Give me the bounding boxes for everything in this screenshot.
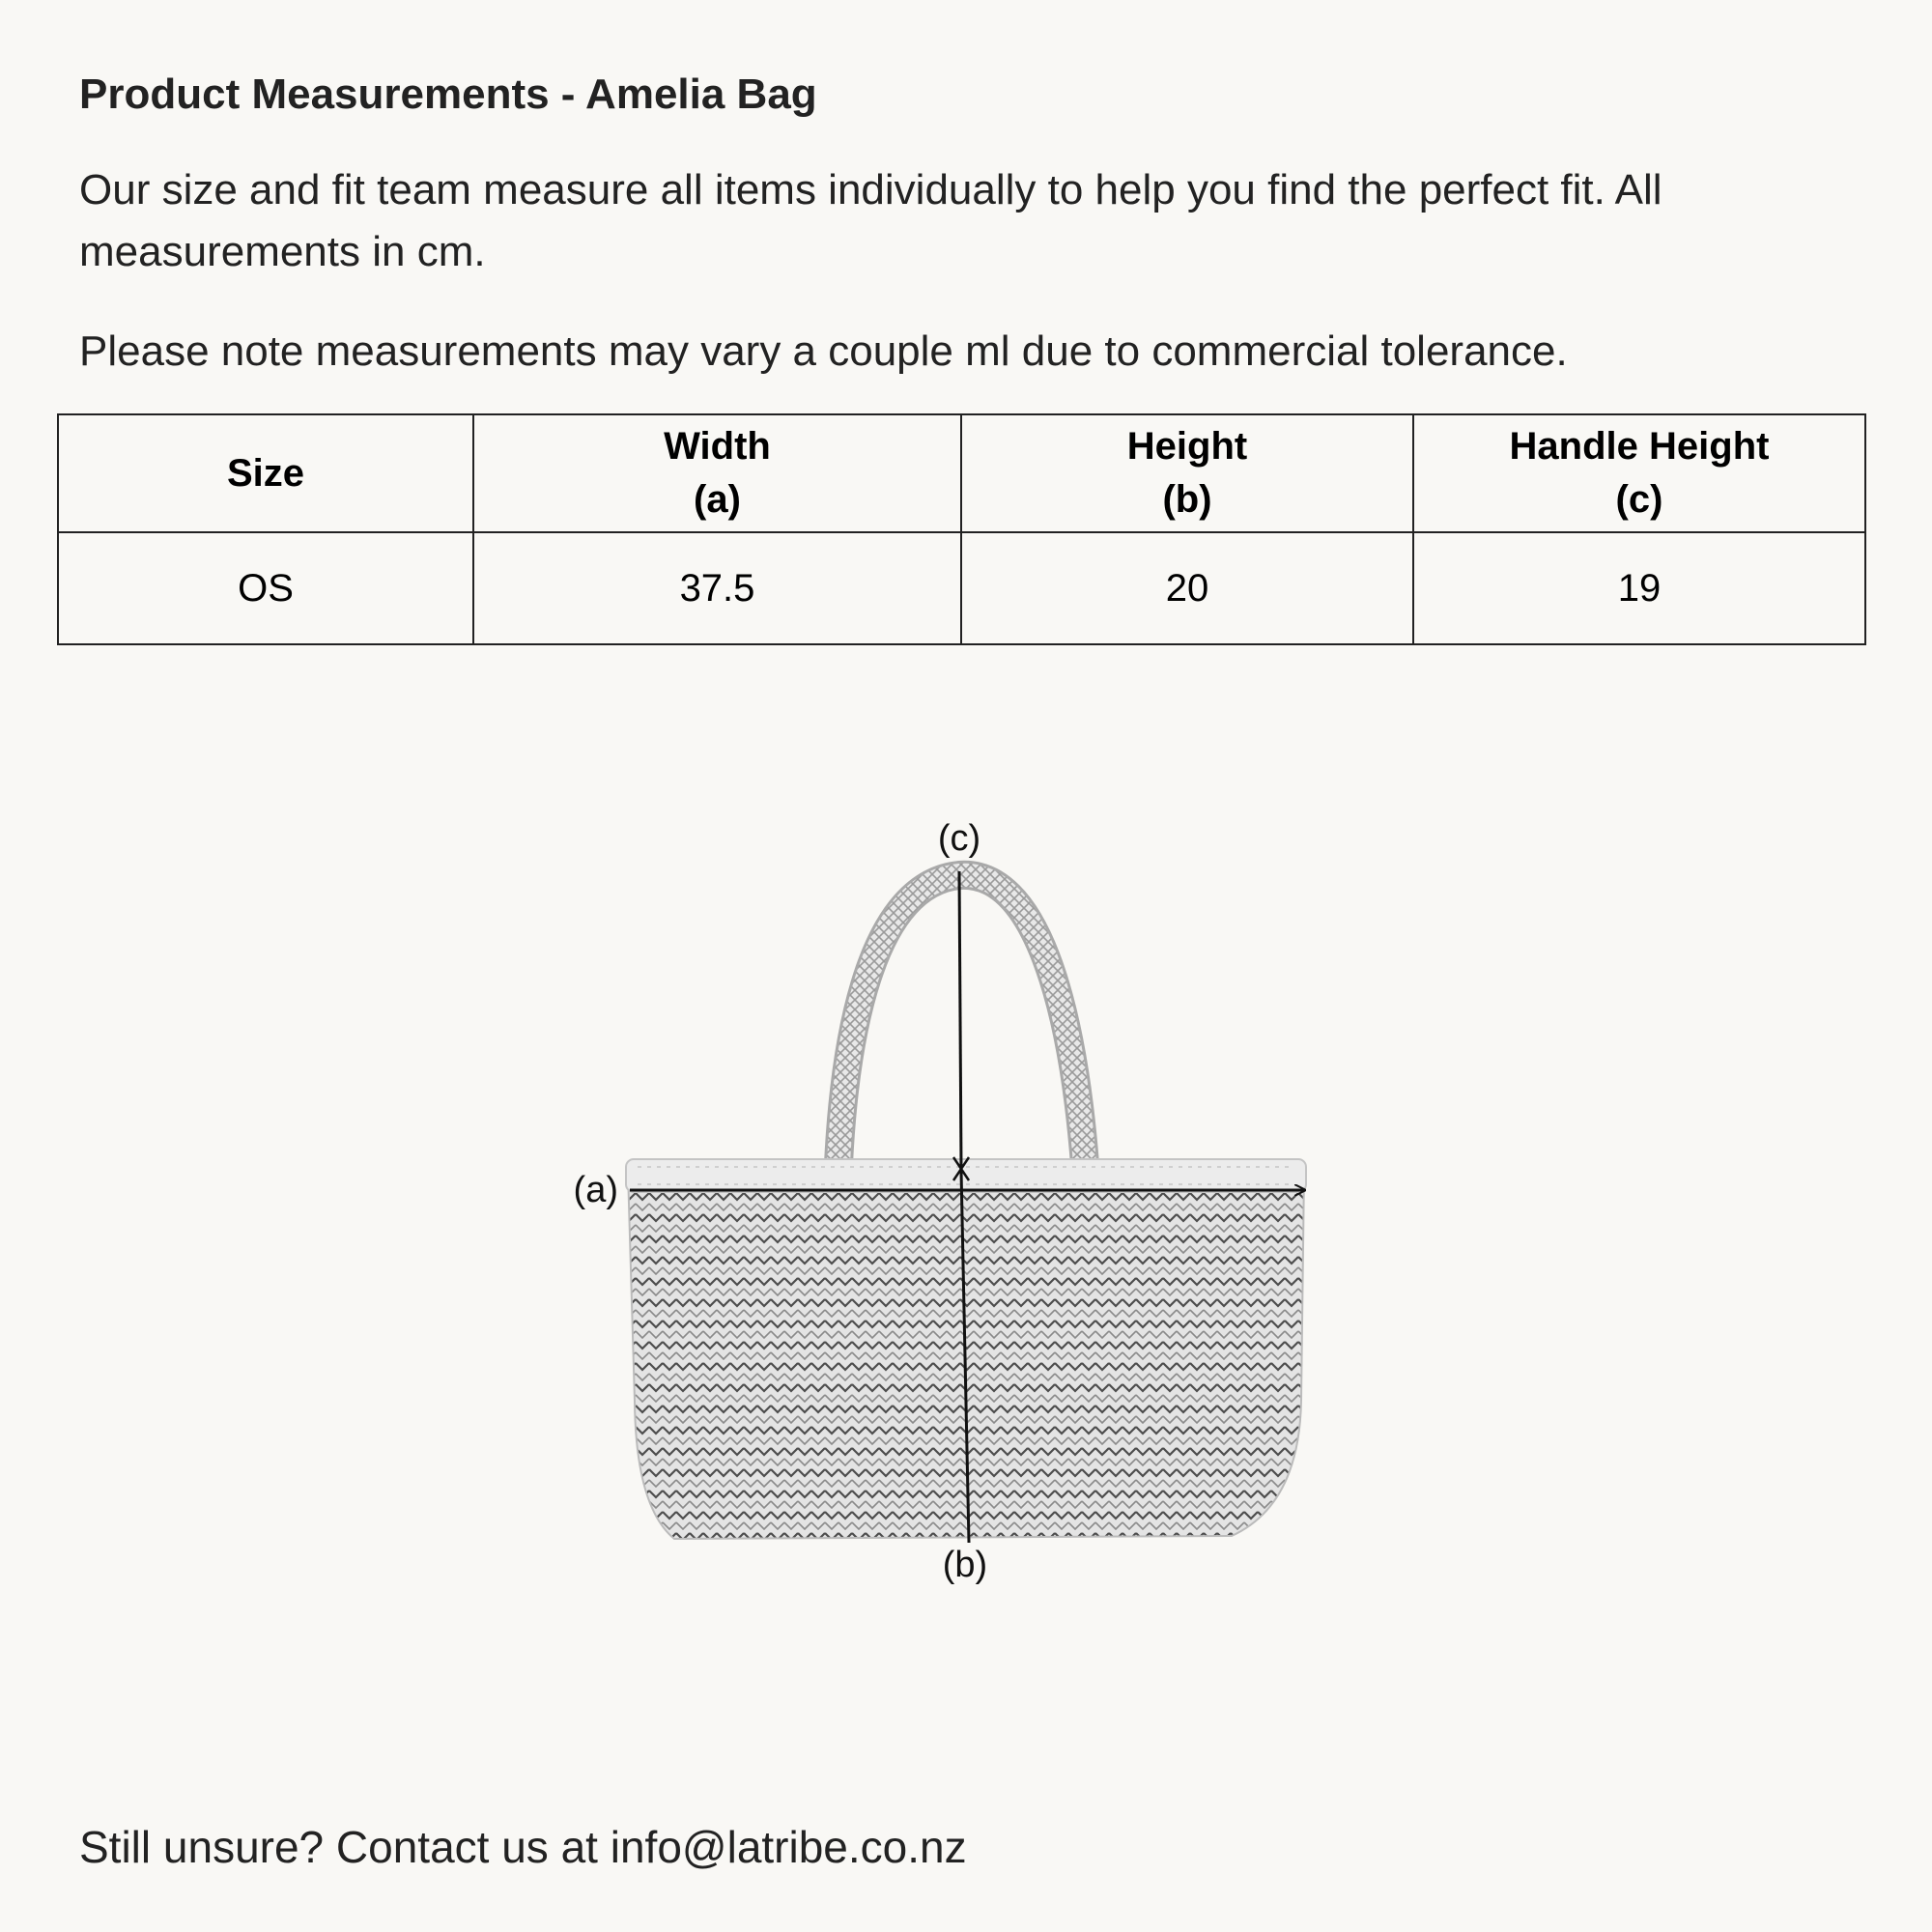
measurements-table bbox=[57, 413, 1866, 645]
cell-size: OS bbox=[58, 532, 473, 644]
contact-text: Still unsure? Contact us at info@latribe.co.nz bbox=[79, 1822, 967, 1872]
table-header-row bbox=[58, 414, 1865, 532]
header-size-label: Size bbox=[226, 451, 305, 495]
header-width-key: (a) bbox=[694, 478, 741, 521]
header-handle-height bbox=[1413, 414, 1865, 532]
header-height bbox=[961, 414, 1413, 532]
tolerance-note: Please note measurements may vary a couple ml due to commercial tolerance. bbox=[79, 327, 1568, 375]
header-handle-height-key: (c) bbox=[1615, 478, 1663, 521]
handle-height-measure-line bbox=[959, 871, 961, 1167]
header-width bbox=[473, 414, 961, 532]
cell-height: 20 bbox=[961, 532, 1413, 644]
bag-measurement-diagram bbox=[541, 802, 1333, 1594]
page-title: Product Measurements - Amelia Bag bbox=[79, 71, 817, 118]
cell-handle-height: 19 bbox=[1413, 532, 1865, 644]
table-row bbox=[58, 532, 1865, 644]
header-size bbox=[58, 414, 473, 532]
intro-text: Our size and fit team measure all items individually to help you find the perfect fit. All measurements in cm. bbox=[79, 166, 1662, 275]
label-c: (c) bbox=[937, 818, 981, 859]
label-b: (b) bbox=[942, 1545, 988, 1585]
label-a: (a) bbox=[573, 1170, 618, 1210]
header-height-key: (b) bbox=[1162, 478, 1212, 521]
cell-width: 37.5 bbox=[473, 532, 961, 644]
header-width-label: Width bbox=[664, 425, 771, 468]
header-height-label: Height bbox=[1126, 425, 1248, 468]
header-handle-height-label: Handle Height bbox=[1509, 425, 1770, 468]
